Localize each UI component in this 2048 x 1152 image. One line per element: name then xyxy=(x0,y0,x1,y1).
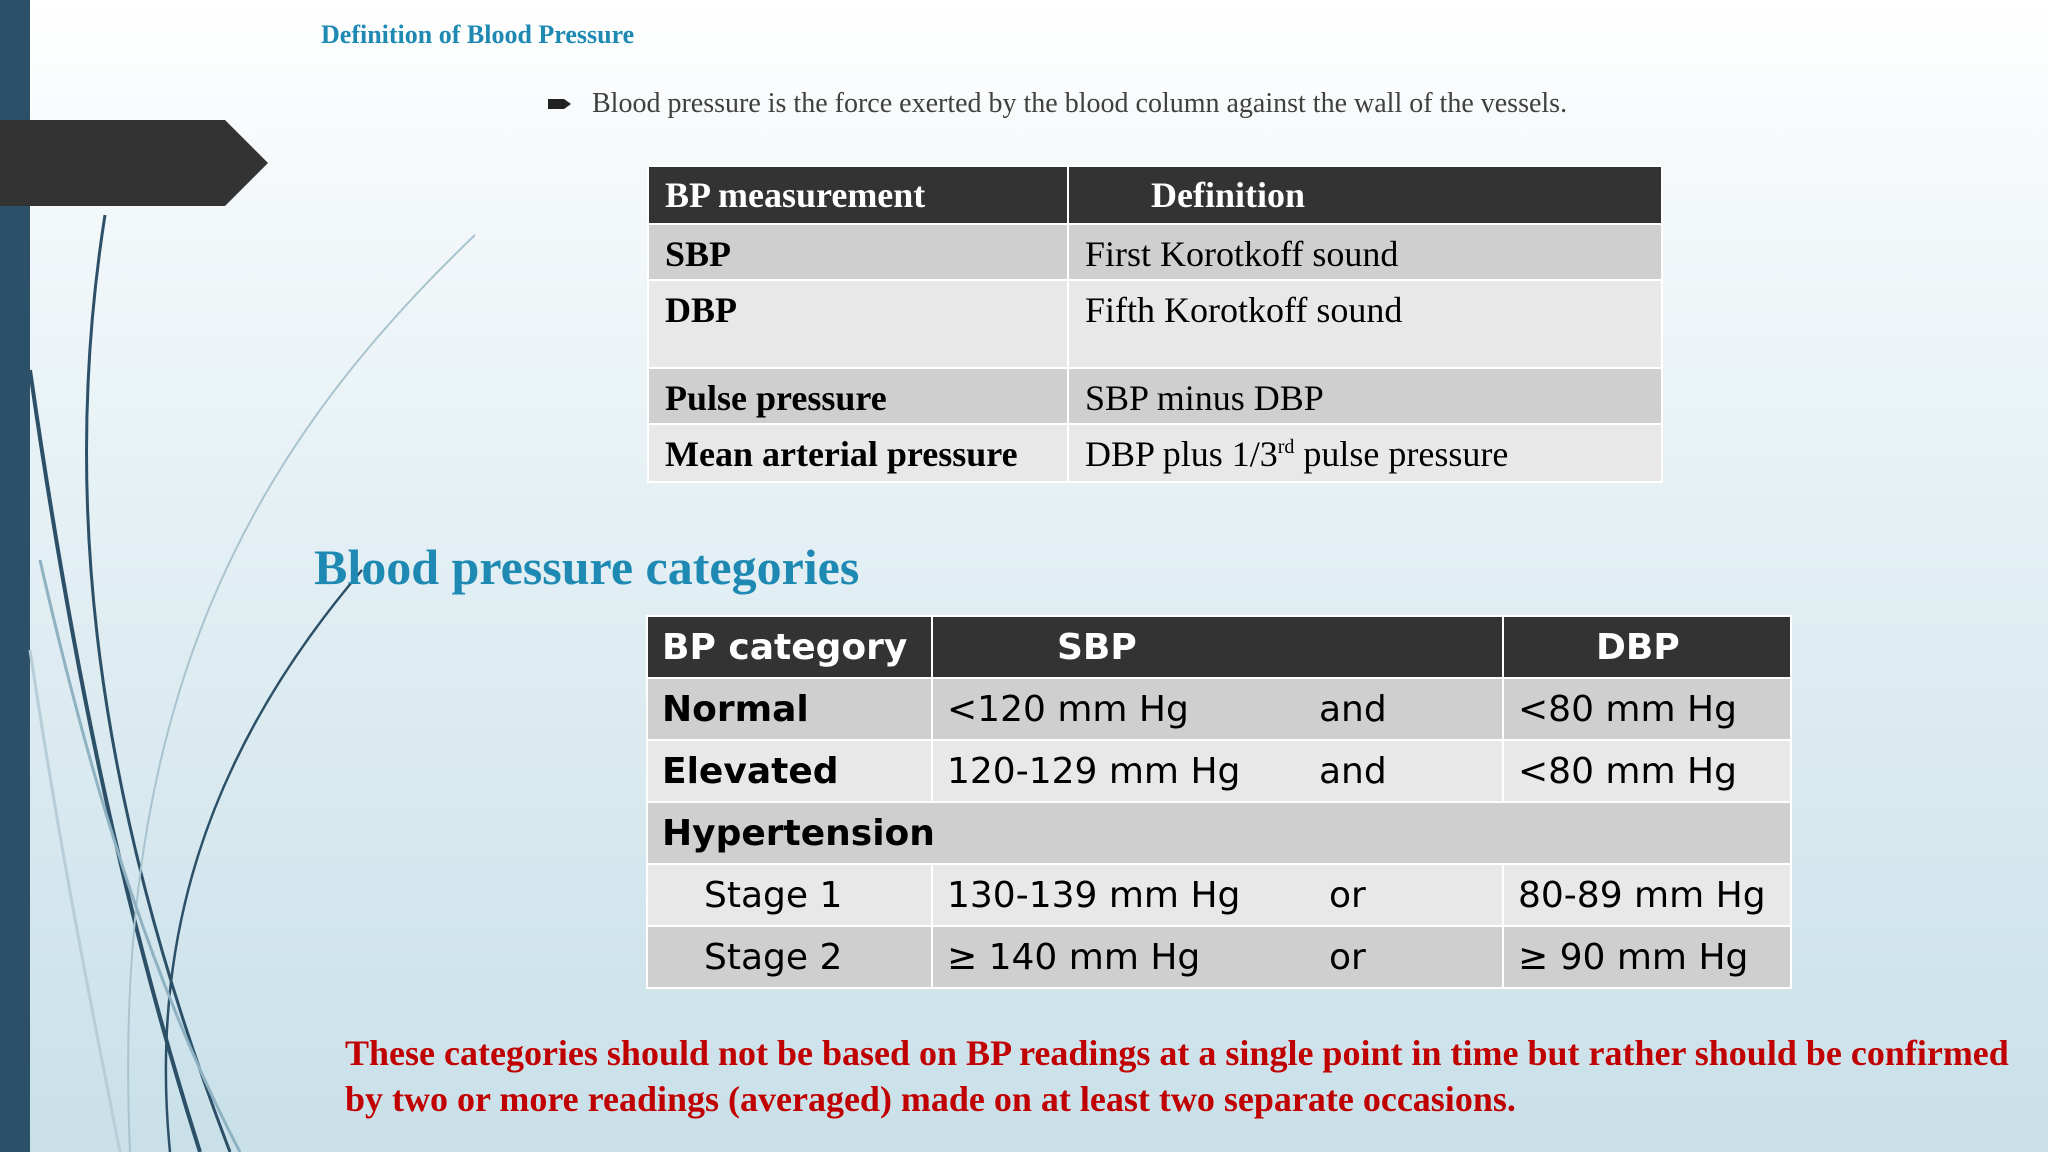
dbp-cell: ≥ 90 mm Hg xyxy=(1503,926,1791,988)
table-row xyxy=(647,802,1791,864)
sbp-cell xyxy=(932,678,1503,740)
header-definition: Definition xyxy=(1068,166,1662,224)
definition-table-header xyxy=(648,166,1662,224)
definition-cell: Fifth Korotkoff sound xyxy=(1068,280,1662,368)
definition-text-pre: DBP plus 1/3 xyxy=(1085,434,1278,474)
dbp-cell: 80-89 mm Hg xyxy=(1503,864,1791,926)
conjunction: or xyxy=(1329,874,1366,916)
sbp-value: ≥ 140 mm Hg xyxy=(947,936,1201,978)
definition-cell xyxy=(1068,424,1662,482)
warning-note: These categories should not be based on BP readings at a single point in time but rather should be confirmed by two or more readings (averaged) made on at least two separate occasions. xyxy=(345,1033,2009,1119)
table-row xyxy=(648,424,1662,482)
category-cell-hypertension: Hypertension xyxy=(647,802,1791,864)
table-row xyxy=(648,280,1662,368)
definition-superscript: rd xyxy=(1277,436,1295,458)
term-cell: DBP xyxy=(648,280,1068,368)
sbp-cell xyxy=(932,864,1503,926)
category-cell: Normal xyxy=(647,678,932,740)
dbp-cell: <80 mm Hg xyxy=(1503,740,1791,802)
term-cell: SBP xyxy=(648,224,1068,280)
table-row xyxy=(647,864,1791,926)
arrow-tab-shape xyxy=(0,120,270,206)
conjunction: and xyxy=(1319,688,1387,730)
table-row xyxy=(647,926,1791,988)
table-row xyxy=(647,740,1791,802)
category-cell: Stage 1 xyxy=(647,864,932,926)
term-cell: Mean arterial pressure xyxy=(648,424,1068,482)
bullet-arrow-icon xyxy=(548,97,572,111)
bullet-line xyxy=(548,88,1998,120)
definition-cell: First Korotkoff sound xyxy=(1068,224,1662,280)
definition-table xyxy=(647,165,1663,483)
sbp-value: 130-139 mm Hg xyxy=(947,874,1241,916)
definition-cell: SBP minus DBP xyxy=(1068,368,1662,424)
sbp-value: 120-129 mm Hg xyxy=(947,750,1241,792)
slide-title: Definition of Blood Pressure xyxy=(321,20,635,49)
category-cell: Elevated xyxy=(647,740,932,802)
term-cell: Pulse pressure xyxy=(648,368,1068,424)
category-cell: Stage 2 xyxy=(647,926,932,988)
table-row xyxy=(647,678,1791,740)
categories-table xyxy=(646,615,1792,989)
categories-title: Blood pressure categories xyxy=(314,539,860,595)
header-sbp: SBP xyxy=(932,616,1503,678)
bullet-text: Blood pressure is the force exerted by the blood column against the wall of the vessels. xyxy=(592,88,1568,119)
header-dbp: DBP xyxy=(1503,616,1791,678)
sbp-value: <120 mm Hg xyxy=(947,688,1189,730)
conjunction: and xyxy=(1319,750,1387,792)
dbp-cell: <80 mm Hg xyxy=(1503,678,1791,740)
sbp-cell xyxy=(932,926,1503,988)
table-row xyxy=(648,224,1662,280)
table-row xyxy=(648,368,1662,424)
header-bp-category: BP category xyxy=(647,616,932,678)
categories-table-header xyxy=(647,616,1791,678)
sbp-cell xyxy=(932,740,1503,802)
conjunction: or xyxy=(1329,936,1366,978)
header-bp-measurement: BP measurement xyxy=(648,166,1068,224)
definition-text-post: pulse pressure xyxy=(1294,434,1509,474)
